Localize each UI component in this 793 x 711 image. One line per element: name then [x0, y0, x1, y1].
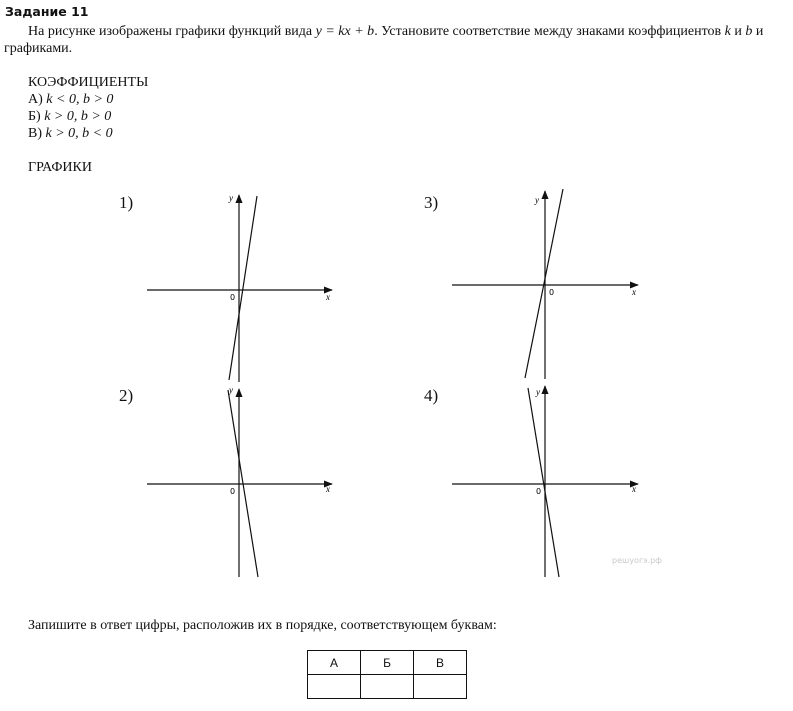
- answer-header-row: [308, 651, 467, 675]
- function-line: [229, 196, 257, 380]
- x-label: x: [326, 484, 330, 494]
- option-condition: k > 0, b < 0: [45, 126, 113, 141]
- answer-cell-v[interactable]: [414, 675, 467, 699]
- option-condition: k < 0, b > 0: [46, 92, 114, 107]
- x-label: x: [326, 292, 330, 302]
- statement-part2: . Установите соответствие между знаками коэффициентов: [374, 24, 725, 39]
- answer-cell-a[interactable]: [308, 675, 361, 699]
- option-letter: В): [28, 126, 42, 141]
- option-letter: А): [28, 92, 43, 107]
- statement-part4: и графиками.: [4, 24, 764, 56]
- coefficients-heading: КОЭФФИЦИЕНТЫ: [28, 75, 149, 90]
- answer-table: [307, 650, 467, 699]
- graph-3-number: 3): [424, 193, 439, 212]
- y-label: y: [535, 195, 539, 205]
- function-line: [528, 388, 559, 577]
- statement-part3: и: [730, 24, 746, 39]
- option-letter: Б): [28, 109, 41, 124]
- graphs-heading: ГРАФИКИ: [28, 160, 92, 175]
- x-label: x: [632, 287, 636, 297]
- graph-1-number: 1): [119, 193, 134, 212]
- graph-2: [147, 385, 332, 577]
- answer-header-a: А: [308, 651, 361, 675]
- origin-label: 0: [230, 487, 236, 496]
- origin-label: 0: [536, 487, 542, 496]
- function-line: [525, 189, 563, 378]
- graph-2-number: 2): [119, 386, 134, 405]
- answer-value-row: [308, 675, 467, 699]
- origin-label: 0: [549, 288, 555, 297]
- watermark: решуогэ.рф: [612, 556, 663, 565]
- graph-3: [452, 189, 638, 379]
- answer-instruction: Запишите в ответ цифры, расположив их в порядке, соответствующем буквам:: [28, 618, 497, 633]
- y-label: y: [536, 387, 540, 397]
- answer-header-v: В: [414, 651, 467, 675]
- statement-part1: На рисунке изображены графики функций вида: [28, 24, 316, 39]
- coefficient-k: k: [724, 24, 731, 39]
- answer-cell-b[interactable]: [361, 675, 414, 699]
- coefficient-b: b: [745, 24, 753, 39]
- origin-label: 0: [230, 293, 236, 302]
- graph-1: [147, 193, 332, 382]
- x-label: x: [632, 484, 636, 494]
- answer-header-b: Б: [361, 651, 414, 675]
- graph-4-number: 4): [424, 386, 439, 405]
- graph-4: [452, 386, 638, 577]
- y-label: y: [229, 385, 233, 395]
- task-title: Задание 11: [5, 4, 89, 19]
- formula: y = kx + b: [315, 24, 375, 39]
- y-label: y: [229, 193, 233, 203]
- option-condition: k > 0, b > 0: [44, 109, 112, 124]
